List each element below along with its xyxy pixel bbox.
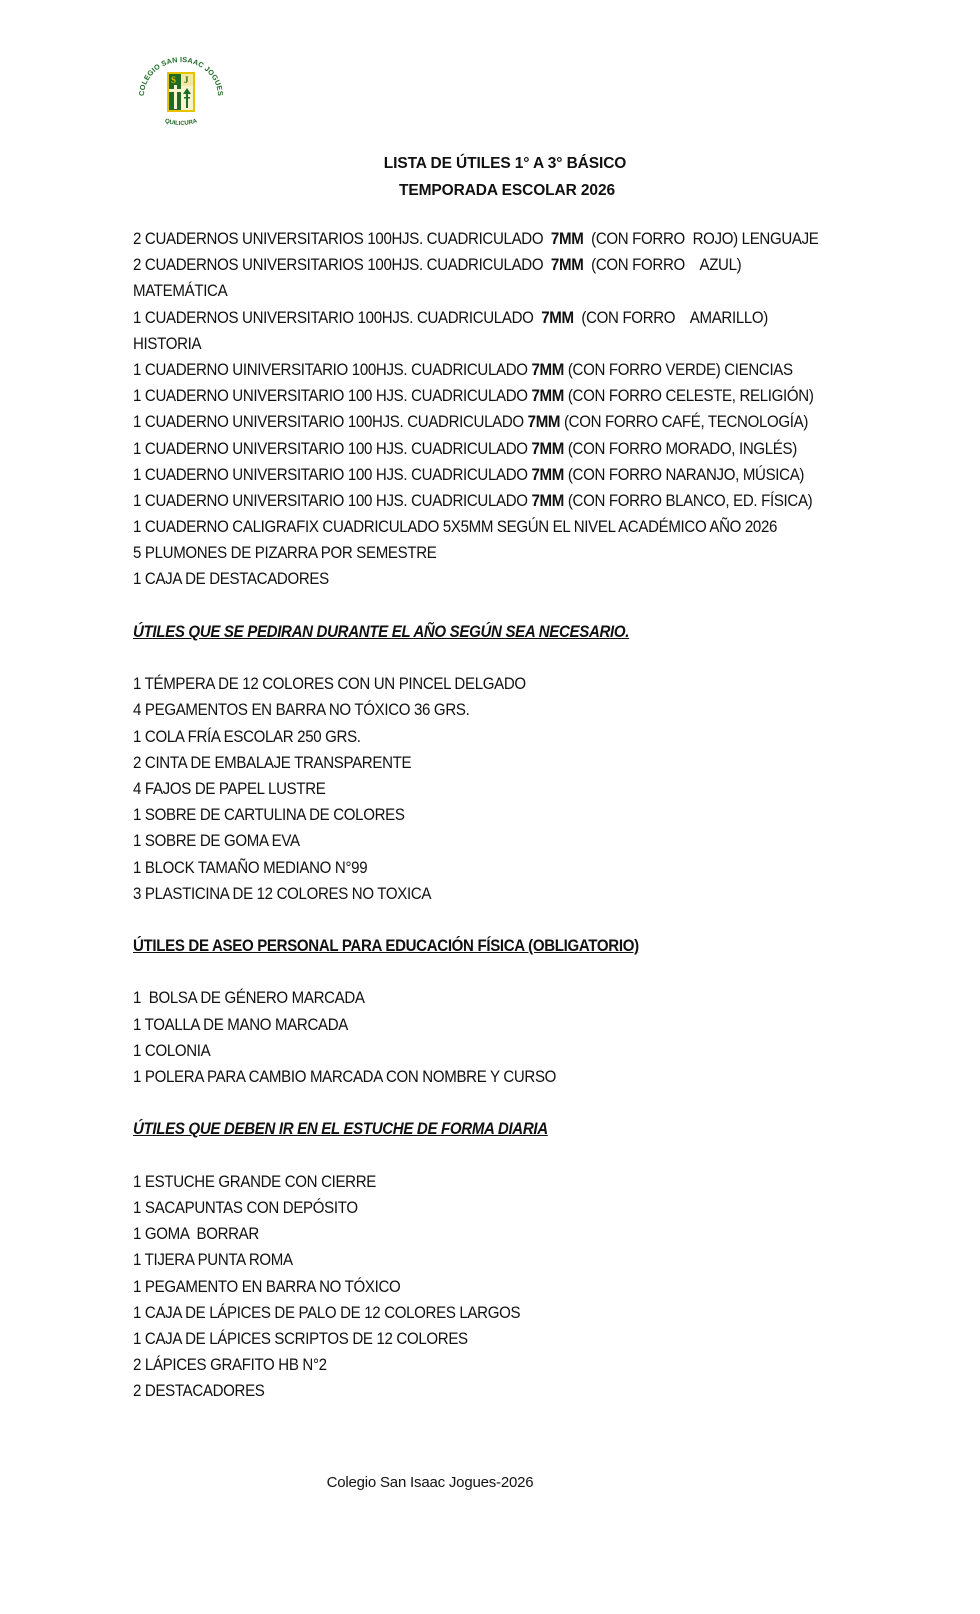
list-item: 4 FAJOS DE PAPEL LUSTRE	[133, 779, 326, 798]
list-item: 1 SOBRE DE CARTULINA DE COLORES	[133, 806, 405, 825]
list-item: 1 CUADERNO UNIVERSITARIO 100 HJS. CUADRICULADO 7MM (CON FORRO NARANJO, MÚSICA)	[133, 465, 805, 484]
svg-text:J: J	[184, 75, 189, 85]
list-item: 1 CAJA DE DESTACADORES	[133, 570, 329, 589]
list-item: 1 TIJERA PUNTA ROMA	[133, 1251, 293, 1270]
list-item: 1 CUADERNOS UNIVERSITARIO 100HJS. CUADRICULADO 7MM (CON FORRO AMARILLO)	[133, 308, 768, 327]
section-supplies-during-year	[133, 619, 933, 907]
list-item: 2 DESTACADORES	[133, 1382, 265, 1401]
list-item: 1 CUADERNO UNIVERSITARIO 100 HJS. CUADRICULADO 7MM (CON FORRO BLANCO, ED. FÍSICA)	[133, 491, 813, 510]
title-line-2: TEMPORADA ESCOLAR 2026	[399, 182, 615, 199]
section-daily-pencil-case	[133, 1116, 933, 1404]
list-item: 1 SOBRE DE GOMA EVA	[133, 832, 300, 851]
list-item: 2 LÁPICES GRAFITO HB N°2	[133, 1356, 327, 1375]
list-item: 2 CUADERNOS UNIVERSITARIOS 100HJS. CUADRICULADO 7MM (CON FORRO AZUL)	[133, 256, 742, 275]
section-heading: ÚTILES DE ASEO PERSONAL PARA EDUCACIÓN FÍSICA (OBLIGATORIO)	[133, 937, 639, 956]
page-footer: Colegio San Isaac Jogues-2026	[326, 1474, 534, 1491]
section-heading: ÚTILES QUE SE PEDIRAN DURANTE EL AÑO SEGÚN SEA NECESARIO.	[133, 622, 630, 641]
title-line-1: LISTA DE ÚTILES 1° A 3° BÁSICO	[383, 155, 627, 172]
school-logo	[136, 52, 226, 132]
list-item: 1 CUADERNO UNIVERSITARIO 100HJS. CUADRICULADO 7MM (CON FORRO CAFÉ, TECNOLOGÍA)	[133, 413, 809, 432]
list-item: 1 PEGAMENTO EN BARRA NO TÓXICO	[133, 1277, 401, 1296]
list-item: 1 COLONIA	[133, 1041, 211, 1060]
list-item: 1 COLA FRÍA ESCOLAR 250 GRS.	[133, 727, 361, 746]
list-item-continuation: MATEMÁTICA	[133, 282, 228, 301]
svg-text:QUILICURA: QUILICURA	[164, 118, 198, 128]
document-title	[0, 150, 980, 204]
section-pe-hygiene	[133, 933, 933, 1090]
list-item: 1 ESTUCHE GRANDE CON CIERRE	[133, 1172, 376, 1191]
list-item: 1 POLERA PARA CAMBIO MARCADA CON NOMBRE Y CURSO	[133, 1068, 557, 1086]
svg-text:COLEGIO SAN ISAAC JOGUES: COLEGIO SAN ISAAC JOGUES	[136, 54, 226, 97]
list-item: 1 CAJA DE LÁPICES SCRIPTOS DE 12 COLORES	[133, 1329, 468, 1348]
list-item: 1 BOLSA DE GÉNERO MARCADA	[133, 989, 365, 1008]
list-item: 1 BLOCK TAMAÑO MEDIANO N°99	[133, 858, 368, 877]
list-item: 3 PLASTICINA DE 12 COLORES NO TOXICA	[133, 884, 432, 903]
list-item: 1 CUADERNO CALIGRAFIX CUADRICULADO 5X5MM SEGÚN EL NIVEL ACADÉMICO AÑO 2026	[133, 518, 778, 537]
svg-text:S: S	[171, 75, 177, 85]
list-item: 1 SACAPUNTAS CON DEPÓSITO	[133, 1198, 358, 1217]
list-item: 1 CUADERNO UNIVERSITARIO 100 HJS. CUADRICULADO 7MM (CON FORRO CELESTE, RELIGIÓN)	[133, 387, 814, 406]
list-item: 2 CINTA DE EMBALAJE TRANSPARENTE	[133, 753, 412, 772]
list-item: 5 PLUMONES DE PIZARRA POR SEMESTRE	[133, 544, 437, 563]
list-item: 1 TOALLA DE MANO MARCADA	[133, 1015, 349, 1034]
list-item: 1 CUADERNO UINIVERSITARIO 100HJS. CUADRICULADO 7MM (CON FORRO VERDE) CIENCIAS	[133, 360, 793, 379]
list-item: 4 PEGAMENTOS EN BARRA NO TÓXICO 36 GRS.	[133, 701, 470, 720]
list-item: 1 GOMA BORRAR	[133, 1225, 259, 1244]
list-item-continuation: HISTORIA	[133, 334, 202, 353]
section-heading: ÚTILES QUE DEBEN IR EN EL ESTUCHE DE FORMA DIARIA	[133, 1120, 548, 1139]
main-supply-list	[133, 226, 933, 593]
supply-list-content	[133, 226, 933, 1404]
list-item: 1 TÉMPERA DE 12 COLORES CON UN PINCEL DELGADO	[133, 675, 526, 694]
list-item: 2 CUADERNOS UNIVERSITARIOS 100HJS. CUADRICULADO 7MM (CON FORRO ROJO) LENGUAJE	[133, 230, 819, 248]
list-item: 1 CUADERNO UNIVERSITARIO 100 HJS. CUADRICULADO 7MM (CON FORRO MORADO, INGLÉS)	[133, 439, 797, 458]
school-crest-icon	[136, 52, 226, 132]
list-item: 1 CAJA DE LÁPICES DE PALO DE 12 COLORES LARGOS	[133, 1303, 521, 1322]
